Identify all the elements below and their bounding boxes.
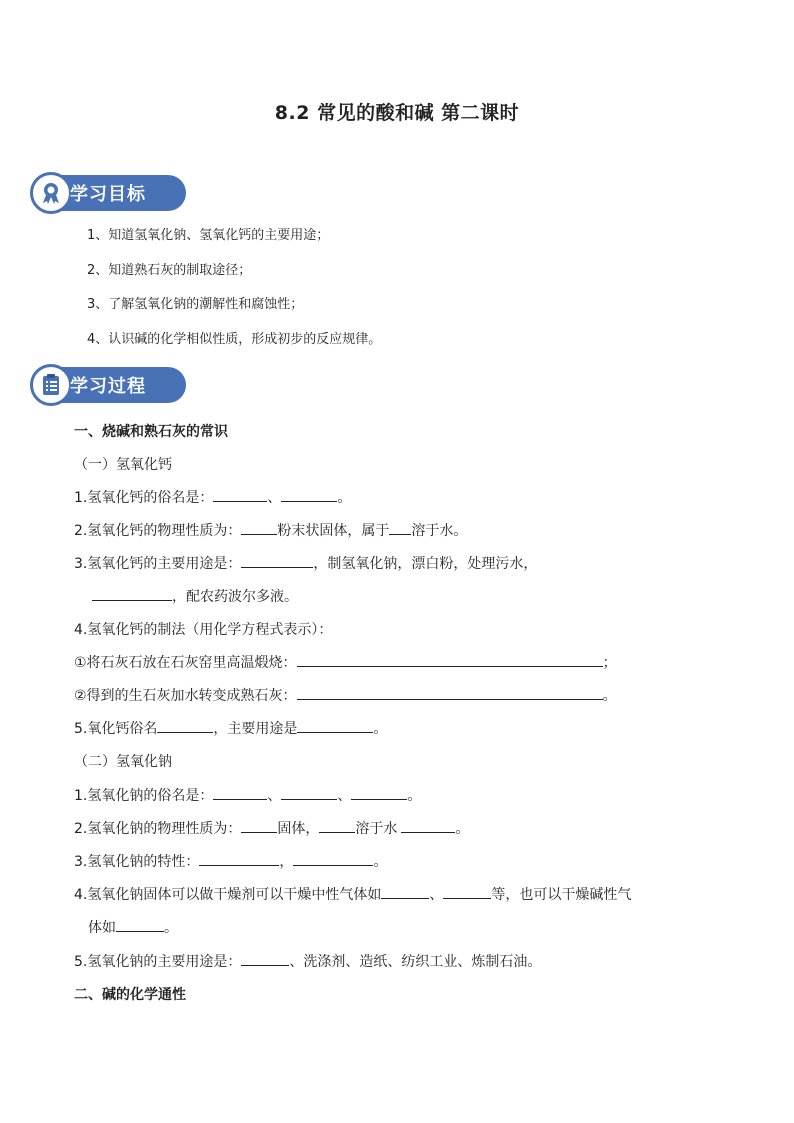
process-banner bbox=[30, 364, 187, 406]
answer-blank[interactable] bbox=[297, 652, 603, 667]
answer-blank[interactable] bbox=[401, 818, 455, 833]
answer-blank[interactable] bbox=[241, 818, 277, 833]
goal-item: 2、知道熟石灰的制取途径； bbox=[87, 262, 252, 278]
question-line: 1.氢氧化钠的俗名是： 、 、 。 bbox=[74, 785, 421, 805]
question-line: 2.氢氧化钠的物理性质为： 固体， 溶于水 。 bbox=[74, 818, 469, 838]
question-line: ②得到的生石灰加水转变成熟石灰： 。 bbox=[74, 685, 617, 705]
answer-blank[interactable] bbox=[157, 718, 213, 733]
question-line: 4.氢氧化钠固体可以做干燥剂可以干燥中性气体如 、 等，也可以干燥碱性气 bbox=[74, 884, 631, 904]
goals-banner bbox=[30, 172, 187, 214]
subsection-heading: （二）氢氧化钠 bbox=[74, 754, 172, 770]
answer-blank[interactable] bbox=[281, 785, 337, 800]
goal-item: 4、认识碱的化学相似性质，形成初步的反应规律。 bbox=[87, 332, 382, 348]
answer-blank[interactable] bbox=[381, 884, 429, 899]
question-line: ，配农药波尔多液。 bbox=[92, 586, 298, 606]
answer-blank[interactable] bbox=[351, 785, 407, 800]
answer-blank[interactable] bbox=[199, 851, 279, 866]
question-line: 体如 。 bbox=[88, 917, 178, 937]
question-line: 4.氢氧化钙的制法（用化学方程式表示）： bbox=[74, 622, 333, 638]
answer-blank[interactable] bbox=[241, 951, 289, 966]
answer-blank[interactable] bbox=[116, 917, 164, 932]
section-heading: 一、烧碱和熟石灰的常识 bbox=[74, 424, 228, 440]
answer-blank[interactable] bbox=[297, 718, 373, 733]
goal-item: 1、知道氢氧化钠、氢氧化钙的主要用途； bbox=[87, 228, 330, 243]
answer-blank[interactable] bbox=[213, 785, 267, 800]
subsection-heading: （一）氢氧化钙 bbox=[74, 457, 172, 473]
question-line: 2.氢氧化钙的物理性质为： 粉末状固体，属于 溶于水。 bbox=[74, 520, 467, 540]
question-line: 5.氧化钙俗名 ，主要用途是 。 bbox=[74, 718, 387, 738]
section-heading: 二、碱的化学通性 bbox=[74, 987, 186, 1003]
answer-blank[interactable] bbox=[443, 884, 491, 899]
question-line: 3.氢氧化钠的特性： ， 。 bbox=[74, 851, 387, 871]
answer-blank[interactable] bbox=[293, 851, 373, 866]
question-line: 1.氢氧化钙的俗名是： 、 。 bbox=[74, 487, 351, 507]
answer-blank[interactable] bbox=[92, 586, 172, 601]
question-line: 3.氢氧化钙的主要用途是： ，制氢氧化钠，漂白粉，处理污水， bbox=[74, 553, 537, 573]
answer-blank[interactable] bbox=[241, 553, 313, 568]
page-title: 8.2 常见的酸和碱 第二课时 bbox=[274, 102, 520, 124]
question-line: ①将石灰石放在石灰窑里高温煅烧： ； bbox=[74, 652, 617, 672]
award-icon bbox=[30, 172, 72, 214]
goals-banner-label: 学习目标 bbox=[70, 184, 146, 205]
question-line: 5.氢氧化钠的主要用途是： 、洗涤剂、造纸、纺织工业、炼制石油。 bbox=[74, 951, 541, 971]
clipboard-icon bbox=[30, 364, 72, 406]
answer-blank[interactable] bbox=[297, 685, 603, 700]
process-banner-label: 学习过程 bbox=[70, 376, 146, 397]
answer-blank[interactable] bbox=[281, 487, 337, 502]
goals-list bbox=[87, 224, 381, 363]
answer-blank[interactable] bbox=[241, 520, 277, 535]
answer-blank[interactable] bbox=[389, 520, 411, 535]
answer-blank[interactable] bbox=[319, 818, 355, 833]
answer-blank[interactable] bbox=[213, 487, 267, 502]
goal-item: 3、了解氢氧化钠的潮解性和腐蚀性； bbox=[87, 297, 304, 313]
